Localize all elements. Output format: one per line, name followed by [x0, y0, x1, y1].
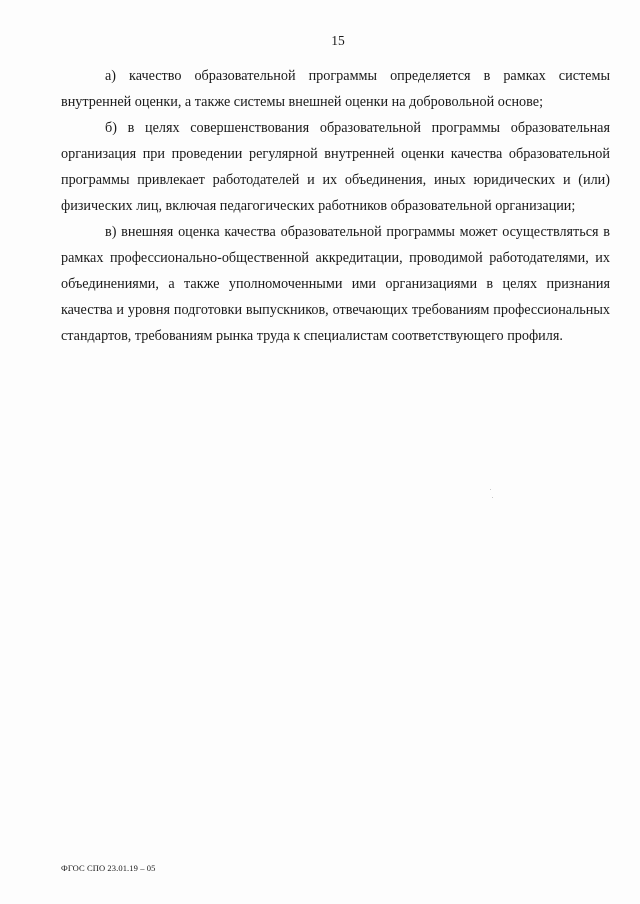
document-footer: ФГОС СПО 23.01.19 – 05: [61, 863, 156, 873]
page-number: 15: [331, 33, 345, 48]
scan-speck: [492, 497, 493, 498]
document-body: [61, 63, 610, 349]
paragraph-b: б) в целях совершенствования образовательной программы образовательная организация при проведении регулярной внутренней оценки качества образовательной программы привлекает работодателей и их объединения, иных юридических и (или) физических лиц, включая педагогических работников образовательной организации;: [61, 120, 610, 214]
paragraph-v: в) внешняя оценка качества образовательной программы может осуществляться в рамках профессионально-общественной аккредитации, проводимой работодателями, их объединениями, а также уполномоченными ими организациями в целях признания качества и уровня подготовки выпускников, отвечающих требованиям профессиональных стандартов, требованиям рынка труда к специалистам соответствующего профиля.: [61, 224, 610, 344]
paragraph-a: а) качество образовательной программы определяется в рамках системы внутренней оценки, а также системы внешней оценки на добровольной основе;: [61, 68, 610, 110]
scan-speck: [490, 489, 491, 490]
